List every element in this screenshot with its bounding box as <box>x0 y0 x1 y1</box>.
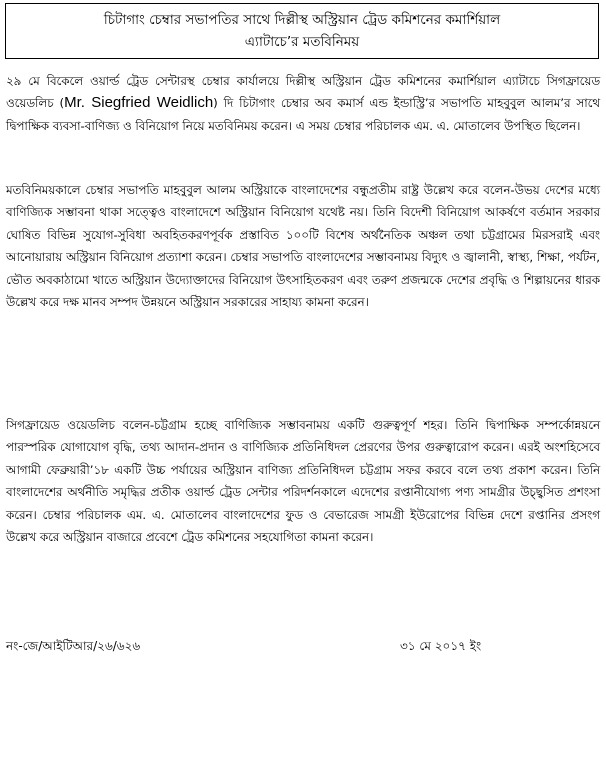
paragraph-1-text-start: ২৯ মে বিকেলে ওয়ার্ল্ড ট্রেড সেন্টারস্থ চেম্বার কার্যালয়ে দিল্লীস্থ অস্ট্রিয়ান ট্রেড কমিশনের কমার্শিয়াল এ্যাটাচে সিগফ্রায়েড ওয়েডলিচ ( <box>6 74 600 111</box>
paragraph-3: সিগফ্রায়েড ওয়েডলিচ বলেন-চট্টগ্রাম হচ্ছে বাণিজ্যিক সম্ভাবনাময় একটি গুরুত্বপূর্ণ শহর। তিনি দ্বিপাক্ষিক সম্পর্কোন্নয়নে পারস্পরিক যোগাযোগ বৃদ্ধি, তথ্য আদান-প্রদান ও বাণিজ্যিক প্রতিনিধিদল প্রেরণের উপর গুরুত্বারোপ করেন। এরই অংশহিসেবে আগামী ফেব্রুয়ারী’১৮ একটি উচ্চ পর্যায়ের অস্ট্রিয়ান বাণিজ্য প্রতিনিধিদল চট্টগ্রাম সফর করবে বলে তথ্য প্রকাশ করেন। তিনি বাংলাদেশের অর্থনীতি সমৃদ্ধির প্রতীক ওয়ার্ল্ড ট্রেড সেন্টার পরিদর্শনকালে এদেশের রপ্তানীযোগ্য পণ্য সামগ্রীর উচ্ছ্বসিত প্রশংসা করেন। চেম্বার পরিচালক এম. এ. মোতালেব বাংলাদেশের ফুড ও বেভারেজ সামগ্রী ইউরোপের বিভিন্ন দেশে রপ্তানির প্রসংগ উল্লেখ করে অস্ট্রিয়ান বাজারে প্রবেশে ট্রেড কমিশনের সহযোগিতা কামনা করেন। <box>6 418 600 545</box>
footer <box>6 634 600 658</box>
headline-line-2: এ্যাটাচে’র মতবিনিময় <box>244 34 360 50</box>
paragraph-1 <box>6 70 600 137</box>
headline-box <box>5 3 599 59</box>
attache-english-name: Mr. Siegfried Weidlich <box>64 94 214 112</box>
paragraph-2: মতবিনিময়কালে চেম্বার সভাপতি মাহবুবুল আলম অস্ট্রিয়াকে বাংলাদেশের বন্ধুপ্রতীম রাষ্ট্র উল্লেখ করে বলেন-উভয় দেশের মধ্যে বাণিজ্যিক সম্ভাবনা থাকা সত্ত্বেও বাংলাদেশে অস্ট্রিয়ান বিনিয়োগ যথেষ্ট নয়। তিনি বিদেশী বিনিয়োগ আকর্ষণে বর্তমান সরকার ঘোষিত বিভিন্ন সুযোগ-সুবিধা অবহিতকরণপূর্বক প্রস্তাবিত ১০০টি বিশেষ অর্থনৈতিক অঞ্চল তথা চট্টগ্রামের মিরসরাই এবং আনোয়ারায় অস্ট্রিয়ান বিনিয়োগ প্রত্যাশা করেন। চেম্বার সভাপতি বাংলাদেশের সম্ভাবনাময় বিদ্যুৎ ও জ্বালানী, স্বাস্থ্য, শিক্ষা, পর্যটন, ভৌত অবকাঠামো খাতে অস্ট্রিয়ান উদ্যোক্তাদের বিনিয়োগ উৎসাহিতকরণ এবং তরুণ প্রজন্মকে দেশের প্রবৃদ্ধি ও শিল্পায়নের ধারক উল্লেখ করে দক্ষ মানব সম্পদ উন্নয়নে অস্ট্রিয়ান সরকারের সাহায্য কামনা করেন। <box>6 183 600 310</box>
headline-line-1: চিটাগাং চেম্বার সভাপতির সাথে দিল্লীস্থ অস্ট্রিয়ান ট্রেড কমিশনের কমার্শিয়াল <box>103 12 501 28</box>
paragraph-1-text-end: ) দি চিটাগাং চেম্বার অব কমার্স এন্ড ইন্ডাস্ট্রি’র সভাপতি মাহবুবুল আলম’র সাথে দ্বিপাক্ষিক ব্যবসা-বাণিজ্য ও বিনিয়োগ নিয়ে মতবিনিময় করেন। এ সময় চেম্বার পরিচালক এম. এ. মোতালেব উপস্থিত ছিলেন। <box>6 96 601 133</box>
release-date: ৩১ মে ২০১৭ ইং <box>400 639 482 653</box>
reference-number: নং-জে/আইটিআর/২৬/৬২৬ <box>6 639 141 653</box>
